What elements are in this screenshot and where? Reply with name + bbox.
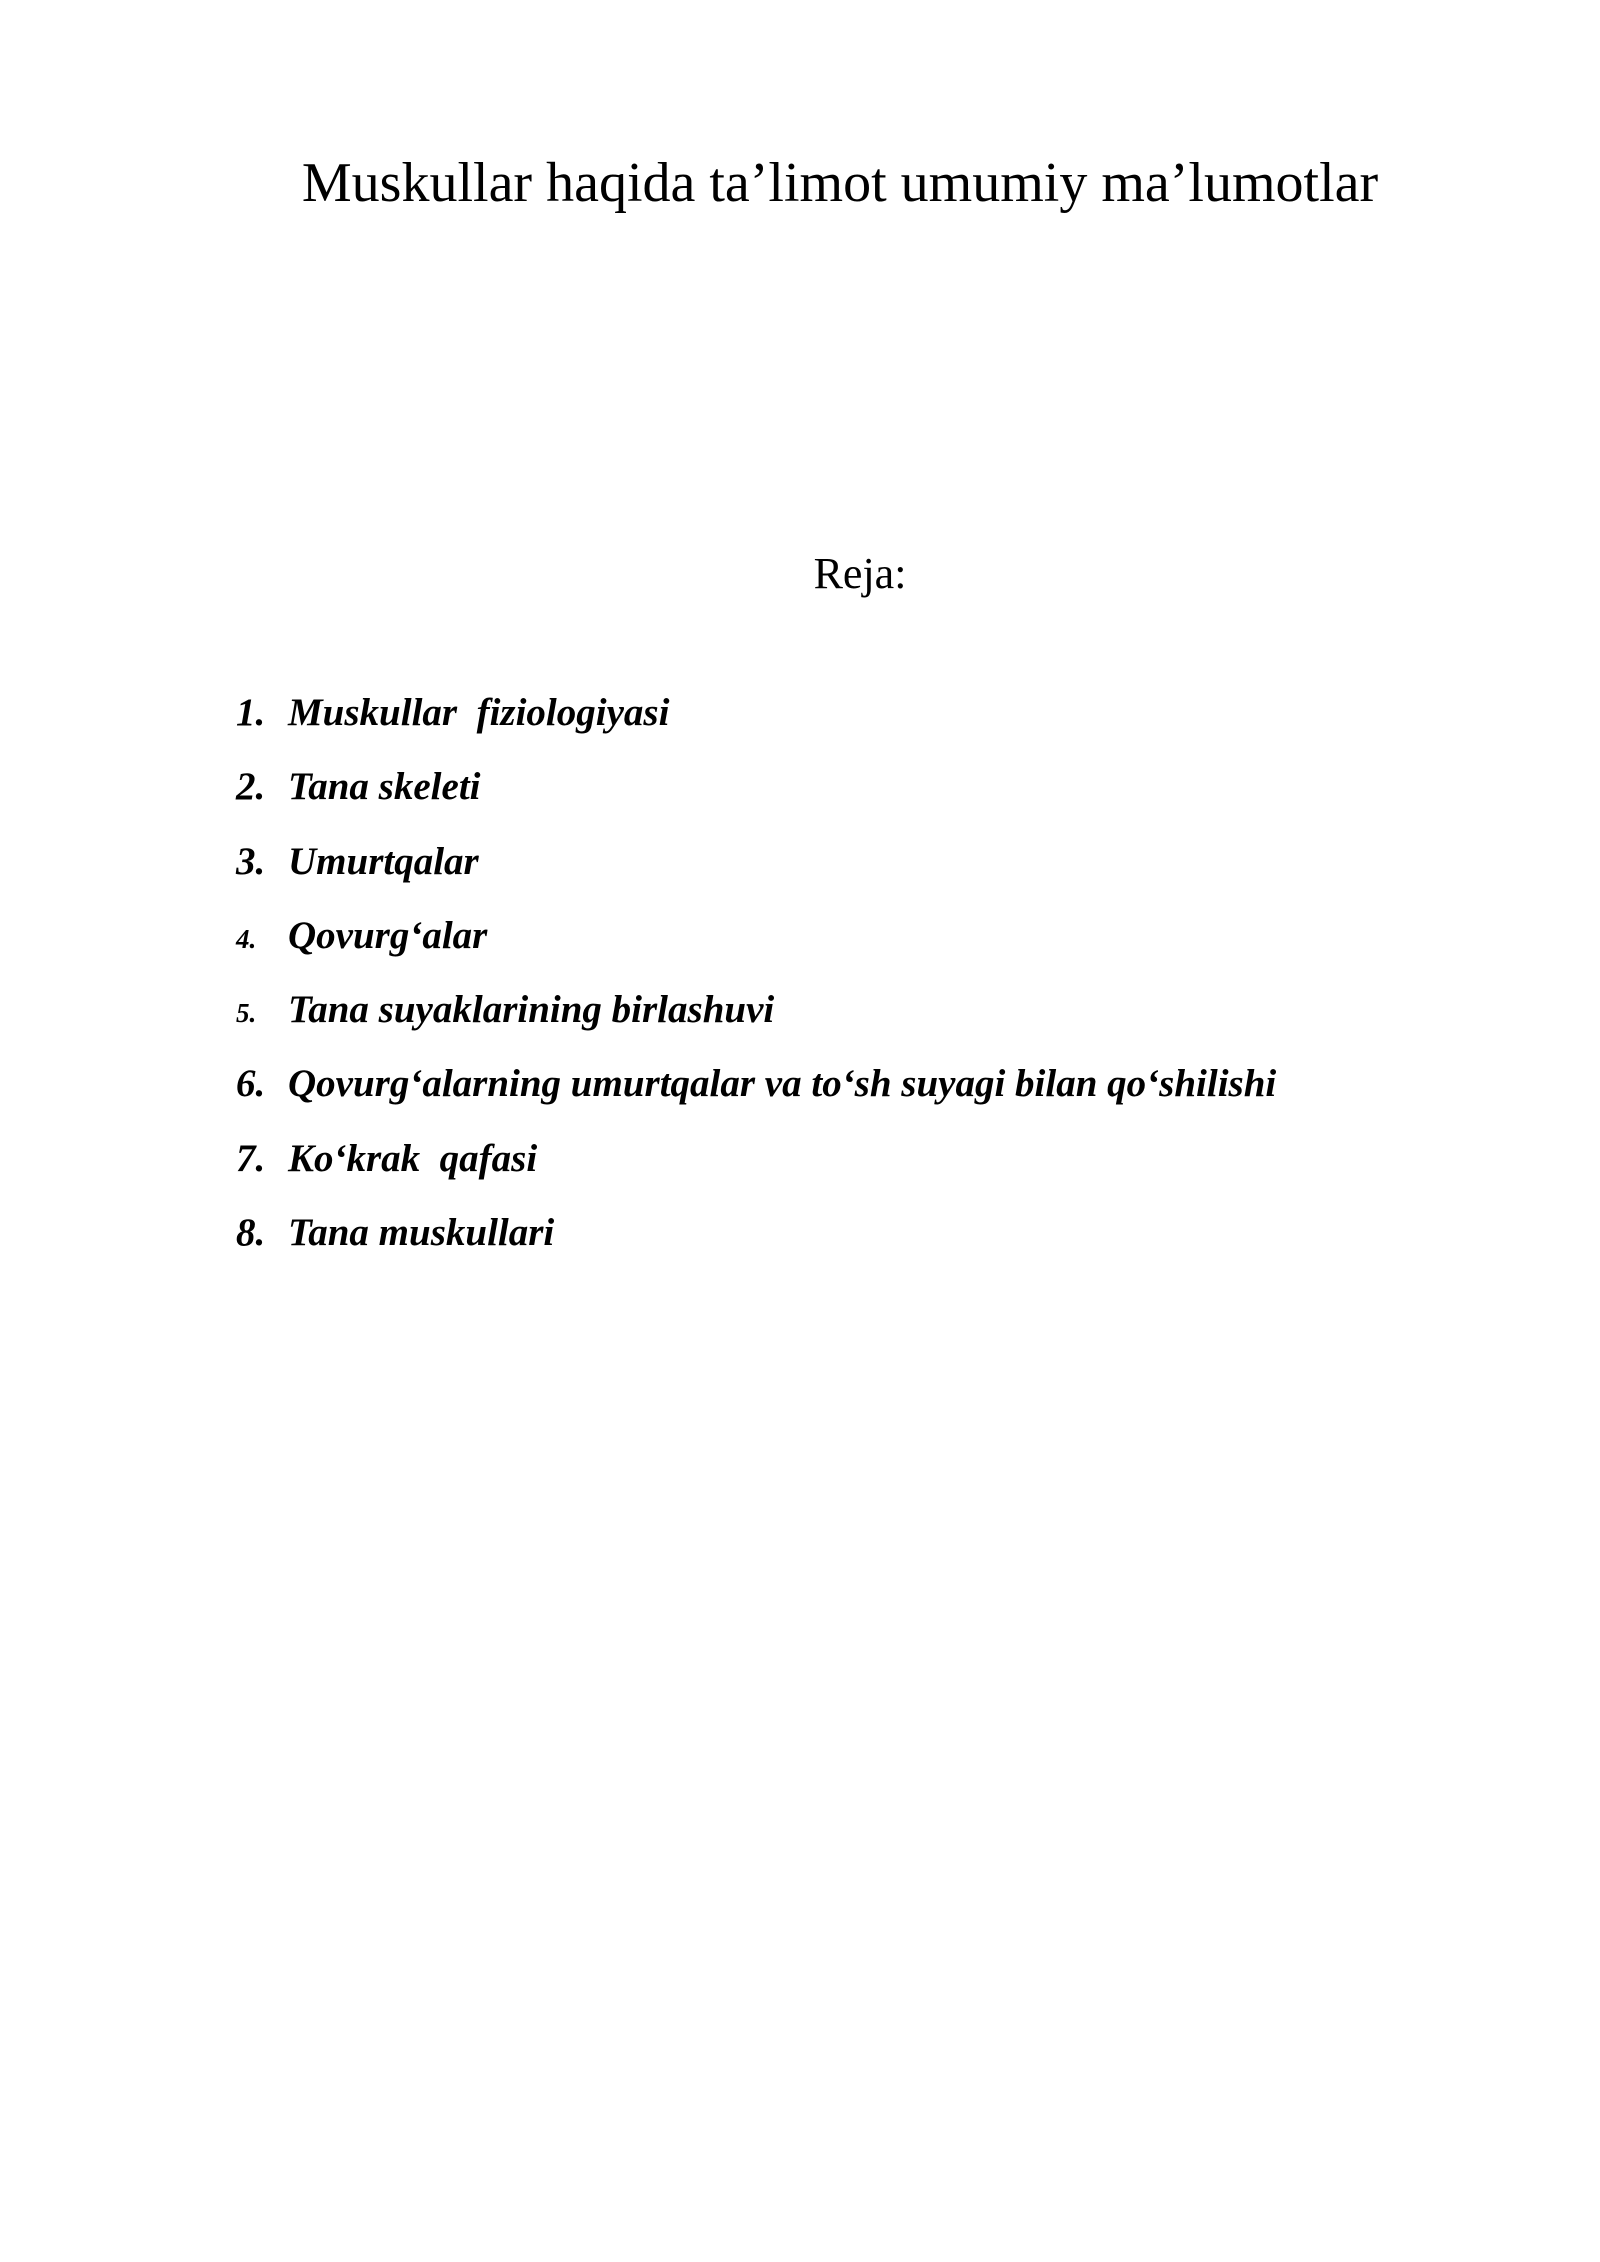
plan-list (236, 690, 1276, 1284)
plan-item-text: Qovurg‘alar (288, 913, 488, 957)
plan-item-text: Tana skeleti (288, 765, 481, 809)
plan-item (236, 690, 1276, 764)
plan-item-number: 3. (236, 839, 266, 883)
plan-item-text: Muskullar fiziologiyasi (288, 691, 670, 734)
plan-item (236, 764, 1276, 838)
plan-item-text: Tana suyaklarining birlashuvi (288, 988, 775, 1032)
plan-heading: Reja: (813, 549, 907, 598)
plan-item (236, 1136, 1276, 1210)
page-title: Muskullar haqida ta’limot umumiy ma’lumotlar (301, 152, 1379, 214)
plan-item-text: Tana muskullari (288, 1211, 555, 1255)
plan-item-text: Ko‘krak qafasi (288, 1136, 538, 1180)
plan-item-number: 8. (236, 1211, 266, 1255)
plan-item-number: 4. (236, 923, 257, 954)
plan-item-text: Qovurg‘alarning umurtqalar va to‘sh suyagi bilan qo‘shilishi (288, 1062, 1277, 1106)
plan-item-number: 2. (236, 765, 266, 809)
plan-item (236, 1210, 1276, 1284)
plan-item-number: 6. (236, 1062, 266, 1106)
plan-item (236, 839, 1276, 913)
plan-item-text: Umurtqalar (288, 839, 479, 883)
plan-item-number: 5. (236, 998, 257, 1029)
plan-item-number: 7. (236, 1136, 266, 1180)
plan-item-number: 1. (236, 691, 266, 734)
plan-item (236, 987, 1276, 1061)
plan-item (236, 1061, 1276, 1135)
plan-item (236, 913, 1276, 987)
